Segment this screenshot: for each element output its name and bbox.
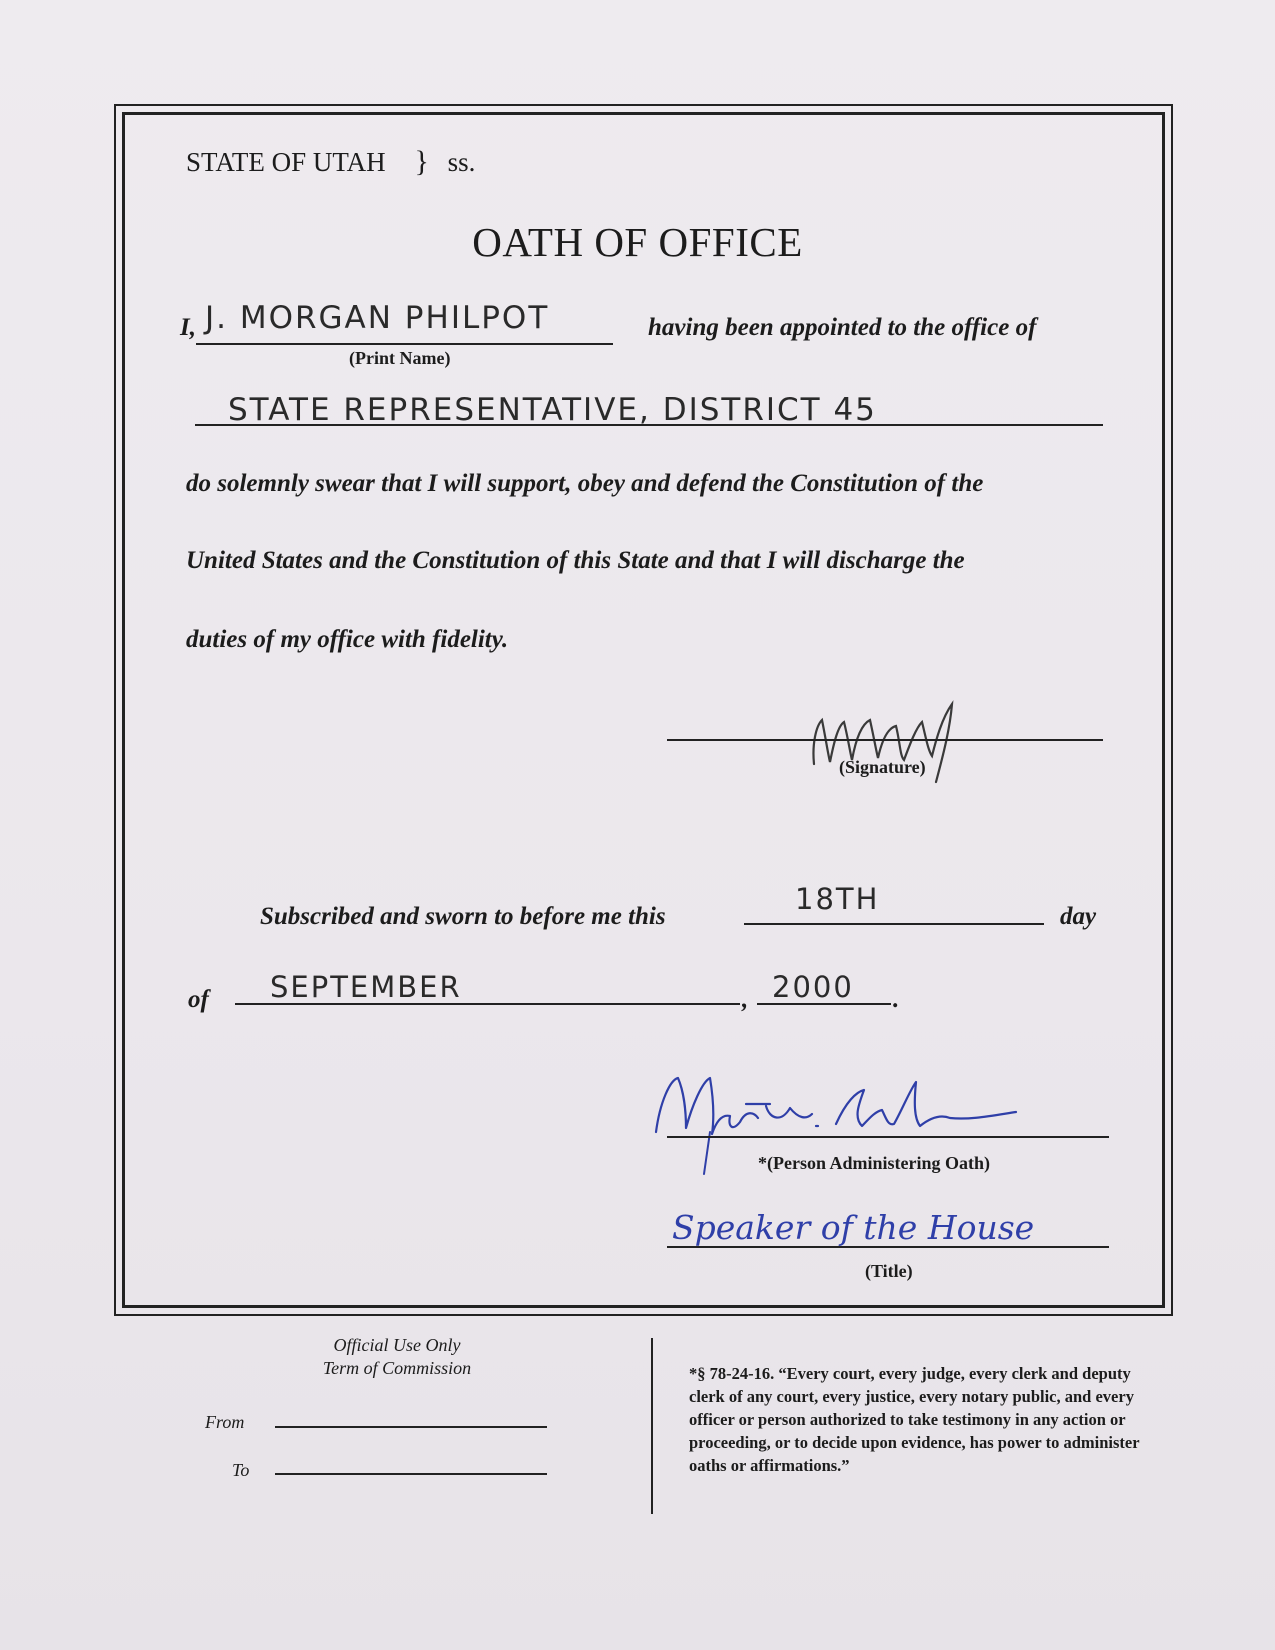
day-field[interactable]: 18TH xyxy=(795,882,880,916)
official-use-label: Official Use Only xyxy=(333,1335,461,1355)
period: . xyxy=(893,986,900,1013)
name-field[interactable]: J. MORGAN PHILPOT xyxy=(205,300,550,336)
day-underline xyxy=(744,923,1044,925)
administrator-label: *(Person Administering Oath) xyxy=(758,1153,990,1173)
name-underline xyxy=(196,343,613,345)
comma: , xyxy=(742,986,749,1013)
term-label: Term of Commission xyxy=(322,1358,472,1378)
from-label: From xyxy=(205,1412,245,1432)
state-text: STATE OF UTAH xyxy=(186,147,386,177)
year-underline xyxy=(757,1003,891,1005)
venue-line xyxy=(186,145,475,179)
oath-text-line-3: duties of my office with fidelity. xyxy=(186,626,509,653)
footer-divider xyxy=(651,1338,653,1514)
month-underline xyxy=(235,1003,740,1005)
subscribed-text: Subscribed and sworn to before me this xyxy=(260,903,666,930)
month-field[interactable]: SEPTEMBER xyxy=(270,970,462,1004)
administrator-underline xyxy=(667,1136,1109,1138)
title-underline xyxy=(667,1246,1109,1248)
prefix-i: I, xyxy=(180,314,196,341)
page-title: OATH OF OFFICE xyxy=(472,219,803,265)
from-underline[interactable] xyxy=(275,1426,547,1428)
to-underline[interactable] xyxy=(275,1473,547,1475)
appointed-text: having been appointed to the office of xyxy=(648,314,1037,341)
office-underline xyxy=(195,424,1103,426)
statute-text: *§ 78-24-16. “Every court, every judge, every clerk and deputy clerk of any court, every justice, every notary public, and every officer or person authorized to take testimony in any action or proceeding, or to decide upon evidence, has power to administer oaths or affirmations.” xyxy=(689,1364,1140,1475)
signature-label: (Signature) xyxy=(839,757,926,777)
administrator-title-field[interactable]: Speaker of the House xyxy=(672,1208,1035,1247)
oath-text-line-2: United States and the Constitution of this State and that I will discharge the xyxy=(186,547,965,574)
signature-underline xyxy=(667,739,1103,741)
brace: } xyxy=(414,145,429,178)
oath-text-line-1: do solemnly swear that I will support, obey and defend the Constitution of the xyxy=(186,470,984,497)
day-text: day xyxy=(1060,903,1097,930)
title-label: (Title) xyxy=(865,1261,913,1281)
year-field[interactable]: 2000 xyxy=(772,970,854,1004)
ss-text: ss. xyxy=(447,147,476,177)
print-name-label: (Print Name) xyxy=(349,348,451,368)
office-field[interactable]: STATE REPRESENTATIVE, DISTRICT 45 xyxy=(228,392,877,428)
of-text: of xyxy=(188,986,209,1013)
to-label: To xyxy=(232,1460,250,1480)
